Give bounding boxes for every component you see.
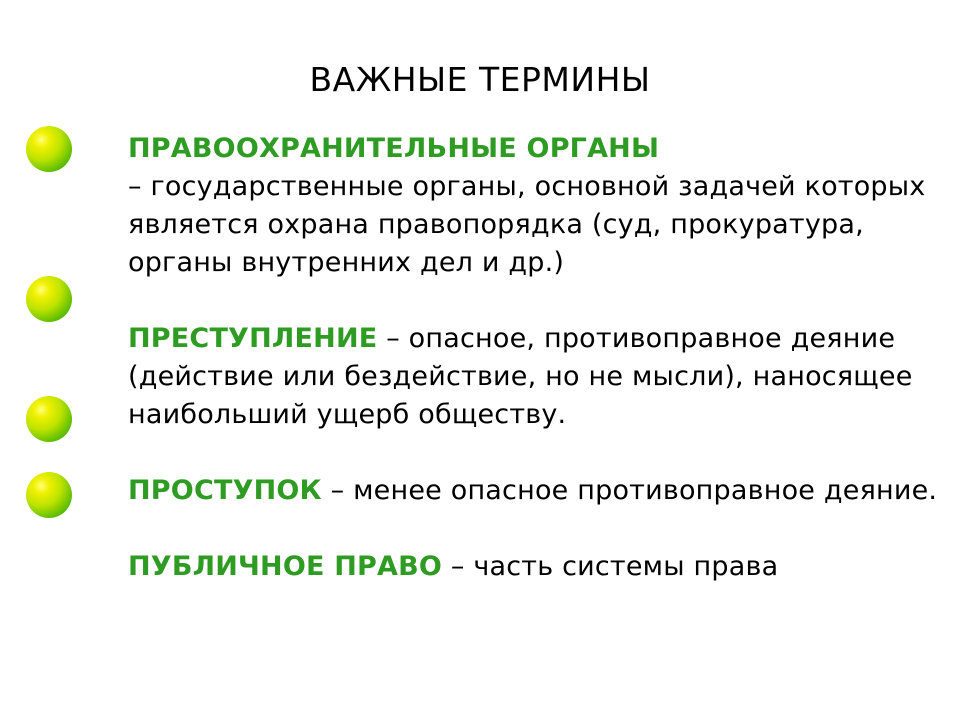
- term-definition: – опасное, противоправное деяние (действие или бездействие, но не мысли), наносящее наибольший ущерб обществу.: [128, 323, 913, 430]
- term-heading: ПРАВООХРАНИТЕЛЬНЫЕ ОРГАНЫ: [128, 133, 660, 164]
- term-heading: ПРЕСТУПЛЕНИЕ: [128, 323, 378, 354]
- term-definition: – часть системы права: [450, 551, 779, 582]
- slide-title: ВАЖНЫЕ ТЕРМИНЫ: [309, 60, 651, 99]
- green-sphere-bullet-icon: [26, 396, 72, 442]
- green-sphere-bullet-icon: [26, 126, 72, 172]
- green-sphere-bullet-icon: [26, 276, 72, 322]
- term-definition: – государственные органы, основной задачей которых является охрана правопорядка (суд, прокуратура, органы внутренних дел и др.): [128, 171, 926, 278]
- terms-list: [128, 130, 948, 624]
- term-block-law-enforcement: [128, 130, 948, 282]
- term-heading: ПУБЛИЧНОЕ ПРАВО: [128, 551, 443, 582]
- term-block-misdemeanor: [128, 472, 948, 510]
- term-heading: ПРОСТУПОК: [128, 475, 322, 506]
- term-definition: – менее опасное противоправное деяние.: [330, 475, 938, 506]
- green-sphere-bullet-icon: [26, 472, 72, 518]
- term-block-crime: [128, 320, 948, 434]
- term-block-public-law: [128, 548, 948, 586]
